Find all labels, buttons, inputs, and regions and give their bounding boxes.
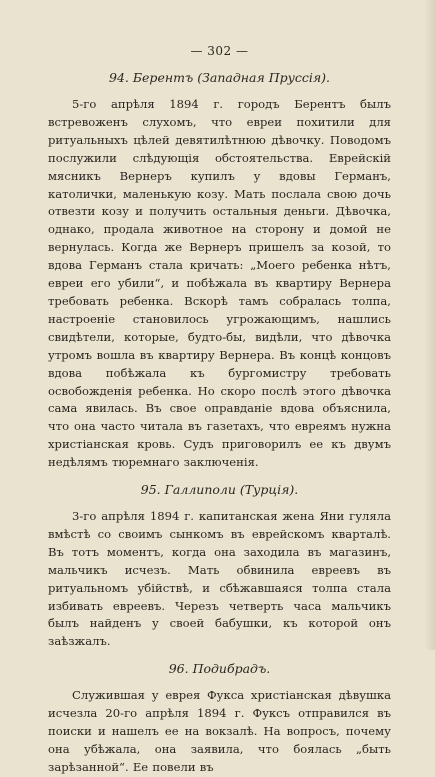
section-paragraph-94: 5-го апрѣля 1894 г. городъ Берентъ былъ встревоженъ слухомъ, что евреи похитили для ритуальныхъ цѣлей девятилѣтнюю дѣвочку. Поводомъ послужили слѣдующія обстоятельства. Еврейскій мясникъ Вернеръ купилъ у вдовы Германъ, католички, маленькую козу. Мать послала свою дочь отвезти козу и получить остальныя деньги. Дѣвочка, однако, продала животное на сторону и домой не вернулась. Когда же Вернеръ пришелъ за козой, то вдова Германъ стала кричать: „Моего ребенка нѣтъ, евреи его убили“, и побѣжала въ квартиру Вернера требовать ребенка. Вскорѣ тамъ собралась толпа, настроеніе становилось угрожающимъ, нашлись свидѣтели, которые, будто-бы, видѣли, что дѣвочка утромъ вошла въ квартиру Вернера. Въ концѣ концовъ вдова побѣжала къ бургомистру требовать освобожденія ребенка. Но скоро послѣ этого дѣвочка сама явилась. Въ свое оправданіе вдова объяснила, что она часто читала въ газетахъ, что евреямъ нужна христіанская кровь. Судъ приговорилъ ее къ двумъ недѣлямъ тюремнаго заключенія. [48, 97, 391, 470]
section-paragraph-95: 3-го апрѣля 1894 г. капитанская жена Яни гуляла вмѣстѣ со своимъ сынкомъ въ еврейскомъ кварталѣ. Въ тотъ моментъ, когда она заходила въ магазинъ, мальчикъ исчезъ. Мать обвинила евреевъ въ ритуальномъ убійствѣ, и сбѣжавшаяся толпа стала избивать евреевъ. Черезъ четверть часа мальчикъ былъ найденъ у своей бабушки, къ которой онъ заѣзжалъ. [48, 509, 391, 649]
page-number: — 302 — [190, 44, 249, 58]
section-heading-94: 94. Берентъ (Западная Пруссія). [109, 70, 330, 85]
section-heading-95: 95. Галлиполи (Турція). [140, 482, 299, 498]
section-paragraph-96: Служившая у еврея Фукса христіанская дѣвушка исчезла 20-го апрѣля 1894 г. Фуксъ отправился въ поиски и нашелъ ее на вокзалѣ. На вопросъ, почему она убѣжала, она заявила, что боялась „быть зарѣзанной“. Ее повели въ [48, 688, 391, 774]
page-edge-shadow [425, 0, 435, 650]
section-heading-96: 96. Подибрадъ. [168, 661, 271, 677]
